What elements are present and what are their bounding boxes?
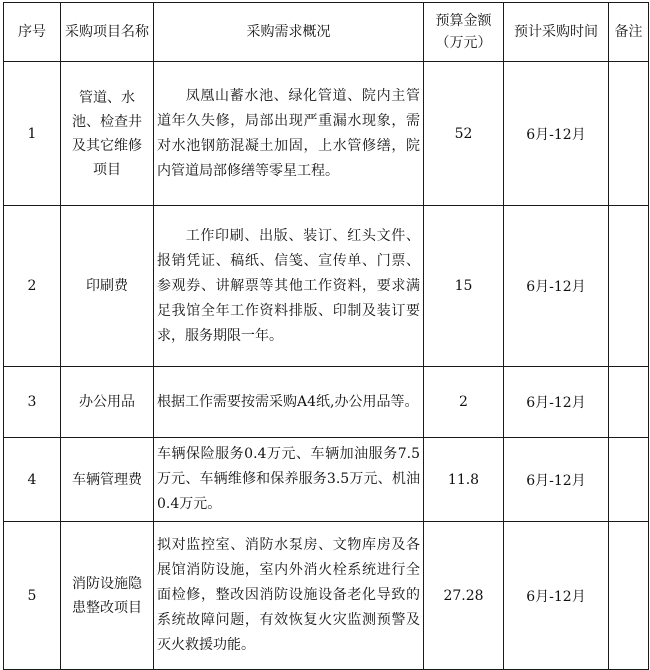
row-description: [154, 522, 424, 670]
row-description-text: 工作印刷、出版、装订、红头文件、报销凭证、稿纸、信笺、宣传单、门票、参观券、讲解票等其他工作资料，要求满足我馆全年工作资料排版、印制及装订要求，服务期限一年。: [157, 227, 420, 344]
row-description-text: 拟对监控室、消防水泵房、文物库房及各展馆消防设施，室内外消火栓系统进行全面检修，整改因消防设施设备老化导致的系统故障问题，有效恢复火灾监测预警及灭火救援功能。: [157, 537, 420, 653]
row-seq: 4: [4, 438, 61, 522]
row-item-name: 车辆管理费: [61, 438, 154, 522]
row-budget: 52: [424, 62, 504, 206]
row-time: 6月-12月: [504, 438, 609, 522]
header-time: 预计采购时间: [504, 3, 609, 62]
row-note: [609, 438, 649, 522]
row-description-text: 根据工作需要按需采购A4纸,办公用品等。: [157, 393, 419, 410]
row-description: [154, 206, 424, 367]
row-budget: 2: [424, 367, 504, 438]
row-time: 6月-12月: [504, 367, 609, 438]
row-note: [609, 206, 649, 367]
row-description-text: 车辆保险服务0.4万元、车辆加油服务7.5万元、车辆维修和保养服务3.5万元、机油0.4万元。: [157, 446, 420, 512]
row-note: [609, 62, 649, 206]
row-budget: 27.28: [424, 522, 504, 670]
table-row: [4, 522, 649, 670]
table-row: [4, 206, 649, 367]
row-seq: 3: [4, 367, 61, 438]
row-budget: 11.8: [424, 438, 504, 522]
row-note: [609, 367, 649, 438]
row-note: [609, 522, 649, 670]
row-description: [154, 367, 424, 438]
row-item-name: 管道、水池、检查井及其它维修项目: [61, 62, 154, 206]
procurement-table: [3, 2, 649, 670]
row-seq: 5: [4, 522, 61, 670]
table-row: [4, 62, 649, 206]
row-time: 6月-12月: [504, 62, 609, 206]
header-budget: 预算金额（万元）: [424, 3, 504, 62]
row-item-name: 办公用品: [61, 367, 154, 438]
row-seq: 1: [4, 62, 61, 206]
row-item-name: 印刷费: [61, 206, 154, 367]
row-seq: 2: [4, 206, 61, 367]
header-description: 采购需求概况: [154, 3, 424, 62]
row-item-name: 消防设施隐患整改项目: [61, 522, 154, 670]
header-item-name: 采购项目名称: [61, 3, 154, 62]
row-budget: 15: [424, 206, 504, 367]
header-seq: 序号: [4, 3, 61, 62]
table-row: [4, 367, 649, 438]
row-description: [154, 438, 424, 522]
table-row: [4, 438, 649, 522]
header-note: 备注: [609, 3, 649, 62]
row-time: 6月-12月: [504, 206, 609, 367]
row-description-text: 凤凰山蓄水池、绿化管道、院内主管道年久失修，局部出现严重漏水现象，需对水池钢筋混凝土加固，上水管修缮，院内管道局部修缮等零星工程。: [157, 87, 420, 179]
header-row: [4, 3, 649, 62]
row-time: 6月-12月: [504, 522, 609, 670]
row-description: [154, 62, 424, 206]
